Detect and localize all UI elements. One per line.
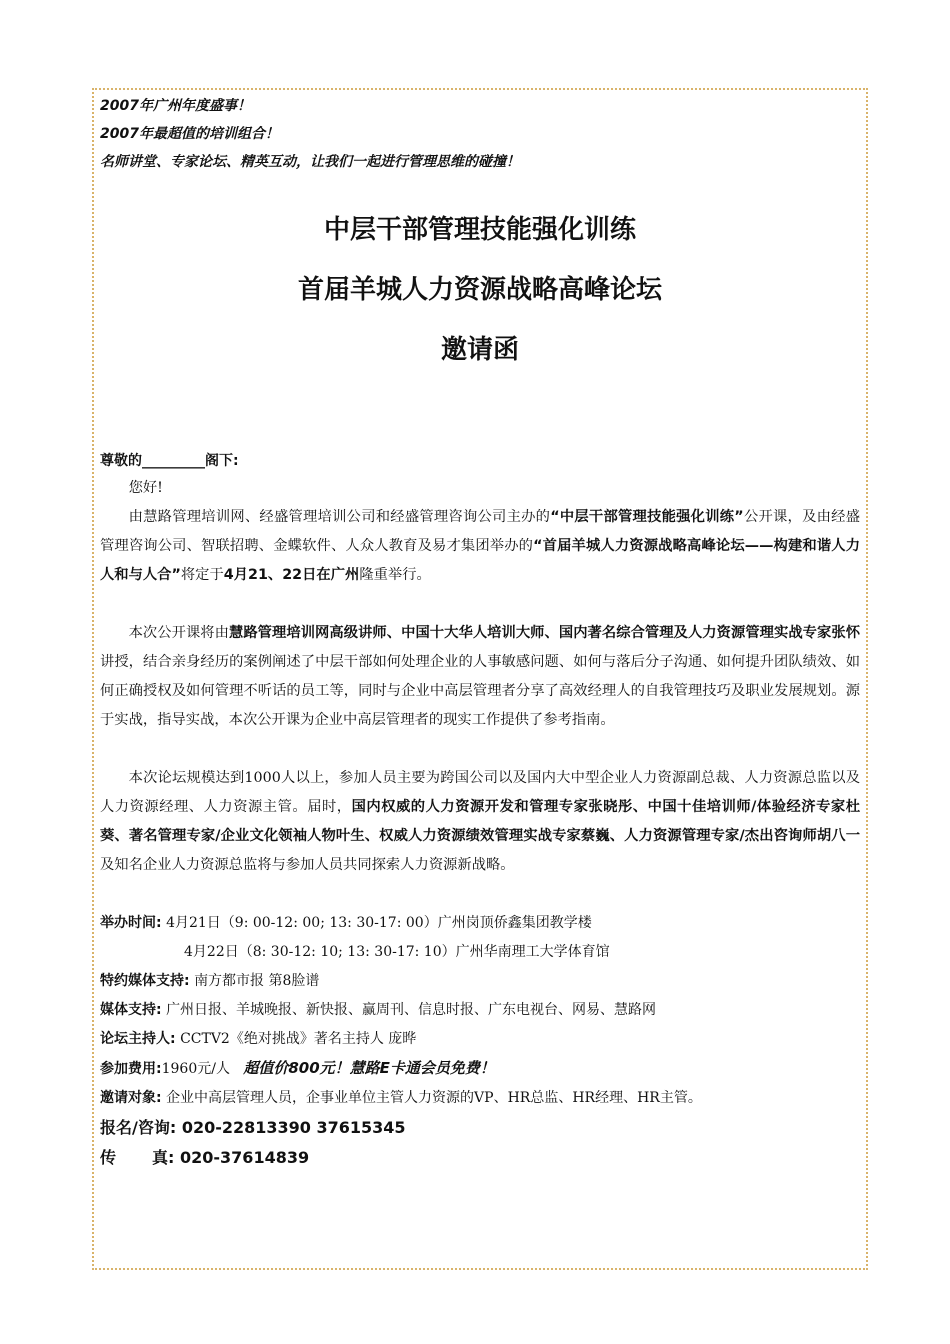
host-label: 论坛主持人:: [100, 1031, 176, 1047]
info-host: [100, 1025, 860, 1054]
p3-text-a: 本次论坛规模达到1000人以上，参加人员主要为跨国公司以及国内大中型企业人力资源副总裁、人力资源总监以及人力资源经理、人力资源主管。届时，: [100, 770, 860, 815]
special-media-label: 特约媒体支持:: [100, 973, 190, 989]
invitation-document: [100, 92, 860, 1173]
register-label: 报名/咨询:: [100, 1118, 177, 1137]
p2-lecturer: 慧路管理培训网高级讲师、中国十大华人培训大师、国内著名综合管理及人力资源管理实战专家张怀: [229, 625, 861, 641]
media-value: 广州日报、羊城晚报、新快报、赢周刊、信息时报、广东电视台、网易、慧路网: [166, 1002, 657, 1018]
p1-text-c: 公开课，及由经盛管理咨询公司、智联招聘、金蝶软件、人众人教育及易才集团举办的: [100, 509, 861, 554]
paragraph-course: [100, 619, 860, 735]
info-time-2: [100, 938, 860, 967]
special-media-value: 南方都市报 第8脸谱: [194, 973, 320, 989]
host-value: CCTV2《绝对挑战》著名主持人 庞晔: [180, 1031, 417, 1047]
title-forum: 首届羊城人力资源战略高峰论坛: [297, 275, 662, 305]
fax-number: 020-37614839: [180, 1148, 310, 1167]
info-target: [100, 1084, 860, 1113]
fax-label-b: 真:: [152, 1148, 175, 1167]
p3-text-c: 及知名企业人力资源总监将与参加人员共同探索人力资源新战略。: [100, 857, 515, 873]
info-special-media: [100, 967, 860, 996]
p1-text-g: 隆重举行。: [359, 567, 431, 583]
fee-label: 参加费用:: [100, 1061, 162, 1077]
time-value-1: 4月21日（9: 00-12: 00; 13: 30-17: 00）广州岗顶侨鑫集团教学楼: [166, 915, 592, 931]
title-invitation: 邀请函: [440, 335, 519, 365]
title-training: 中层干部管理技能强化训练: [323, 215, 636, 245]
headline-1: 2007年广州年度盛事！: [100, 98, 251, 114]
info-register: [100, 1113, 860, 1143]
fee-value: 1960元/人: [161, 1061, 230, 1077]
time-value-2: 4月22日（8: 30-12: 10; 13: 30-17: 10）广州华南理工大学体育馆: [184, 944, 610, 960]
media-label: 媒体支持:: [100, 1002, 162, 1018]
target-value: 企业中高层管理人员，企事业单位主管人力资源的VP、HR总监、HR经理、HR主管。: [166, 1090, 702, 1106]
spacer: [100, 880, 860, 909]
info-time-1: [100, 909, 860, 938]
p1-forum-name: “首届羊城人力资源战略高峰论坛——构建和谐人力 人和与人合”: [100, 538, 860, 583]
paragraph-intro: [100, 503, 860, 590]
spacer: [100, 735, 860, 764]
salutation: 尊敬的_________阁下:: [100, 453, 239, 469]
info-fax: [100, 1143, 860, 1173]
p3-experts: 国内权威的人力资源开发和管理专家张晓彤、中国十佳培训师/体验经济专家杜葵、著名管理专家/企业文化领袖人物叶生、权威人力资源绩效管理实战专家蔡巍、人力资源管理专家/杰出咨询师胡八一: [100, 799, 860, 844]
paragraph-forum: [100, 764, 860, 880]
p2-text-a: 本次公开课将由: [128, 625, 229, 641]
target-label: 邀请对象:: [100, 1090, 162, 1106]
register-phone: 020-22813390 37615345: [181, 1118, 406, 1137]
greeting: 您好!: [128, 480, 163, 496]
p1-text-a: 由慧路管理培训网、经盛管理培训公司和经盛管理咨询公司主办的: [128, 509, 551, 525]
info-media: [100, 996, 860, 1025]
time-label: 举办时间:: [100, 915, 162, 931]
p1-date-place: 4月21、22日在广州: [223, 567, 360, 583]
fee-promo: 超值价800元！慧路E卡通会员免费！: [243, 1059, 495, 1077]
p2-text-c: 讲授，结合亲身经历的案例阐述了中层干部如何处理企业的人事敏感问题、如何与落后分子沟通、如何提升团队绩效、如何正确授权及如何管理不听话的员工等，同时与企业中高层管理者分享了高效经理人的自我管理技巧及职业发展规划。源于实战，指导实战，本次公开课为企业中高层管理者的现实工作提供了参考指南。: [100, 654, 860, 728]
headline-2: 2007年最超值的培训组合！: [100, 126, 279, 142]
fax-label-a: 传: [100, 1148, 117, 1167]
p1-text-e: 将定于: [180, 567, 224, 583]
info-fee: [100, 1054, 860, 1084]
p1-course-name: “中层干部管理技能强化训练”: [550, 509, 744, 525]
headline-3: 名师讲堂、专家论坛、精英互动，让我们一起进行管理思维的碰撞！: [100, 154, 520, 170]
spacer: [100, 590, 860, 619]
